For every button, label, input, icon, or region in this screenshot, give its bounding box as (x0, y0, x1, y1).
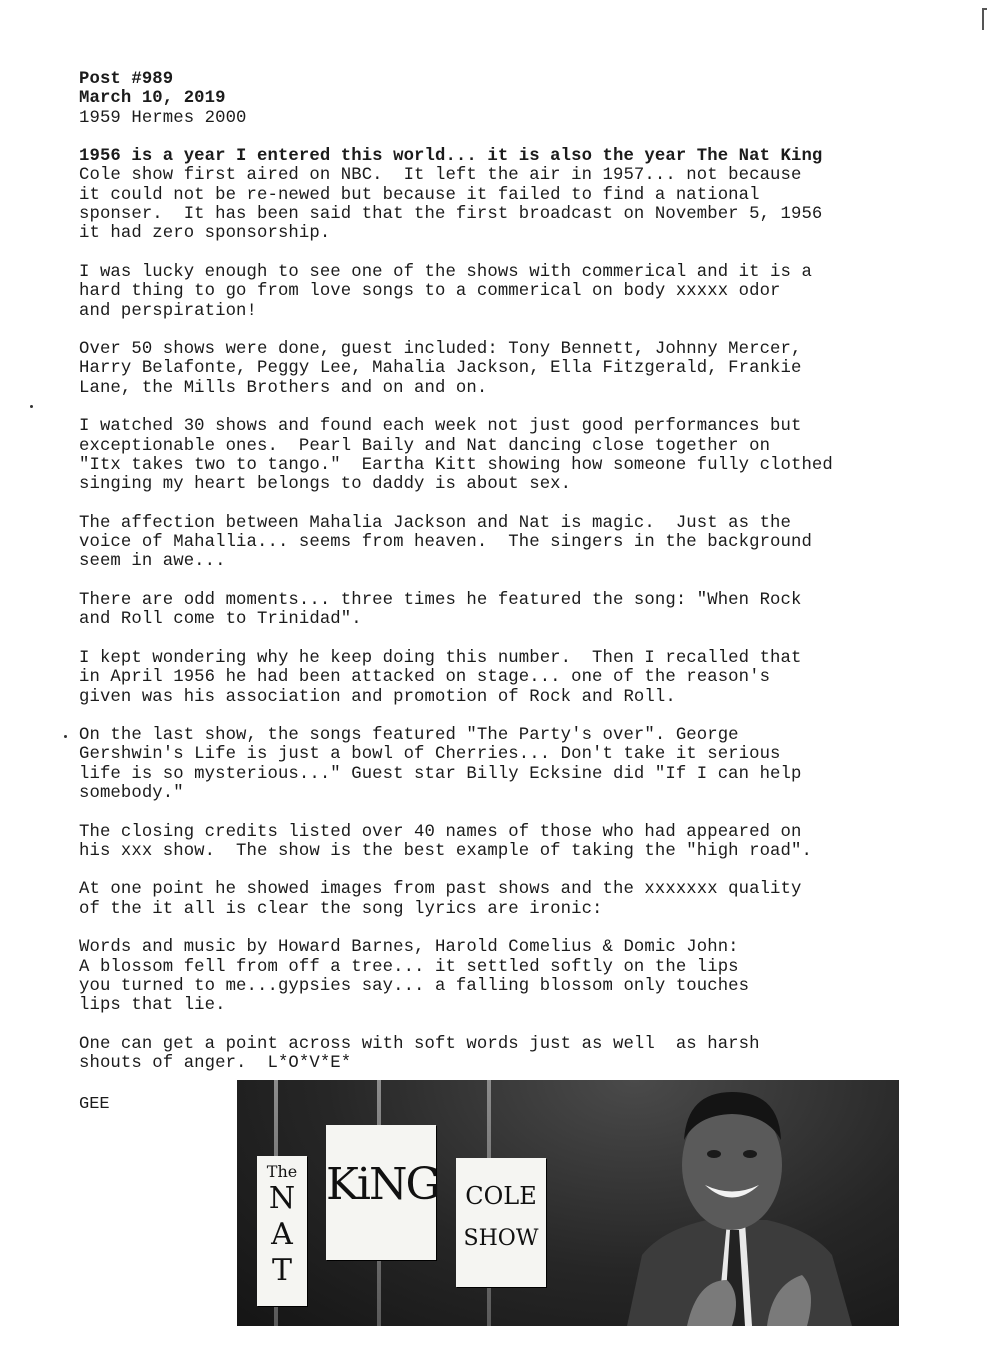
text-line: life is so mysterious..." Guest star Billy Ecksine did "If I can help (79, 764, 802, 784)
text-line: A blossom fell from off a tree... it settled softly on the lips (79, 957, 739, 977)
sign-a-text: A (271, 1217, 293, 1252)
text-line: singing my heart belongs to daddy is about sex. (79, 475, 572, 495)
text-line: I watched 30 shows and found each week not just good performances but (79, 417, 802, 437)
letter-body (79, 70, 909, 1093)
text-line: I was lucky enough to see one of the shows with commerical and it is a (79, 262, 812, 282)
header-block (79, 70, 909, 128)
text-line: and perspiration! (79, 301, 257, 321)
text-line: voice of Mahallia... seems from heaven. The singers in the background (79, 533, 812, 553)
paragraph (79, 591, 909, 630)
text-line: Lane, the Mills Brothers and on and on. (79, 378, 488, 398)
paragraph (79, 147, 909, 243)
paragraph (79, 823, 909, 862)
text-line: it could not be re-newed but because it failed to find a national (79, 185, 760, 205)
sign-cole-show (456, 1158, 546, 1287)
right-eye (743, 1150, 757, 1158)
text-line: exceptionable ones. Pearl Baily and Nat dancing close together on (79, 436, 771, 456)
paragraph (79, 1035, 909, 1074)
ink-speck (64, 735, 67, 738)
text-line: Harry Belafonte, Peggy Lee, Mahalia Jackson, Ella Fitzgerald, Frankie (79, 359, 802, 379)
sign-king-text: KiNG (326, 1159, 439, 1210)
nat-king-cole-portrait (567, 1080, 899, 1326)
text-line: There are odd moments... three times he featured the song: "When Rock (79, 591, 802, 611)
paragraph (79, 340, 909, 398)
text-line: you turned to me...gypsies say... a falling blossom only touches (79, 976, 750, 996)
text-line: seem in awe... (79, 552, 226, 572)
paragraph (79, 726, 909, 803)
sign-the-text: The (266, 1162, 298, 1181)
text-line: lips that lie. (79, 996, 226, 1016)
text-line: Words and music by Howard Barnes, Harold Comelius & Domic John: (79, 938, 739, 958)
text-line: sponser. It has been said that the first broadcast on November 5, 1956 (79, 205, 823, 225)
post-date: March 10, 2019 (79, 89, 226, 109)
sign-the-nat (257, 1156, 307, 1306)
text-line: Cole show first aired on NBC. It left the air in 1957... not because (79, 166, 802, 186)
nat-king-cole-show-photo (237, 1080, 899, 1326)
text-line: Over 50 shows were done, guest included: Tony Bennett, Johnny Mercer, (79, 340, 802, 360)
text-line: of the it all is clear the song lyrics are ironic: (79, 899, 603, 919)
paragraph (79, 649, 909, 707)
text-line: hard thing to go from love songs to a commerical on body xxxxx odor (79, 282, 781, 302)
text-line: shouts of anger. L*O*V*E* (79, 1054, 352, 1074)
post-number: Post #989 (79, 70, 174, 89)
text-line: given was his association and promotion of Rock and Roll. (79, 687, 676, 707)
text-line: On the last show, the songs featured "The Party's over". George (79, 726, 739, 746)
sign-king (326, 1125, 439, 1260)
sign-cole-text: COLE (465, 1182, 537, 1210)
left-eye (707, 1150, 721, 1158)
corner-mark (982, 8, 984, 30)
text-line: The affection between Mahalia Jackson and Nat is magic. Just as the (79, 513, 791, 533)
typewriter-model: 1959 Hermes 2000 (79, 108, 247, 128)
text-line: in April 1956 he had been attacked on stage... one of the reason's (79, 668, 771, 688)
text-line: it had zero sponsorship. (79, 224, 331, 244)
text-line: The closing credits listed over 40 names of those who had appeared on (79, 822, 802, 842)
paragraph (79, 417, 909, 494)
text-line: I kept wondering why he keep doing this number. Then I recalled that (79, 648, 802, 668)
sign-n-text: N (268, 1181, 296, 1216)
text-line: somebody." (79, 783, 184, 803)
text-line: At one point he showed images from past shows and the xxxxxxx quality (79, 880, 802, 900)
signature: GEE (79, 1095, 110, 1114)
text-line: Gershwin's Life is just a bowl of Cherries... Don't take it serious (79, 745, 781, 765)
text-line: his xxx show. The show is the best example of taking the "high road". (79, 841, 812, 861)
text-line: 1956 is a year I entered this world... it is also the year The Nat King (79, 147, 823, 167)
text-line: One can get a point across with soft words just as well as harsh (79, 1034, 760, 1054)
paragraph (79, 263, 909, 321)
paragraph (79, 514, 909, 572)
ink-speck (30, 405, 33, 408)
sign-t-text: T (271, 1253, 292, 1288)
sign-show-text: SHOW (463, 1226, 539, 1251)
text-line: and Roll come to Trinidad". (79, 610, 362, 630)
paragraph (79, 938, 909, 1015)
text-line: "Itx takes two to tango." Eartha Kitt showing how someone fully clothed (79, 455, 833, 475)
paragraph (79, 880, 909, 919)
